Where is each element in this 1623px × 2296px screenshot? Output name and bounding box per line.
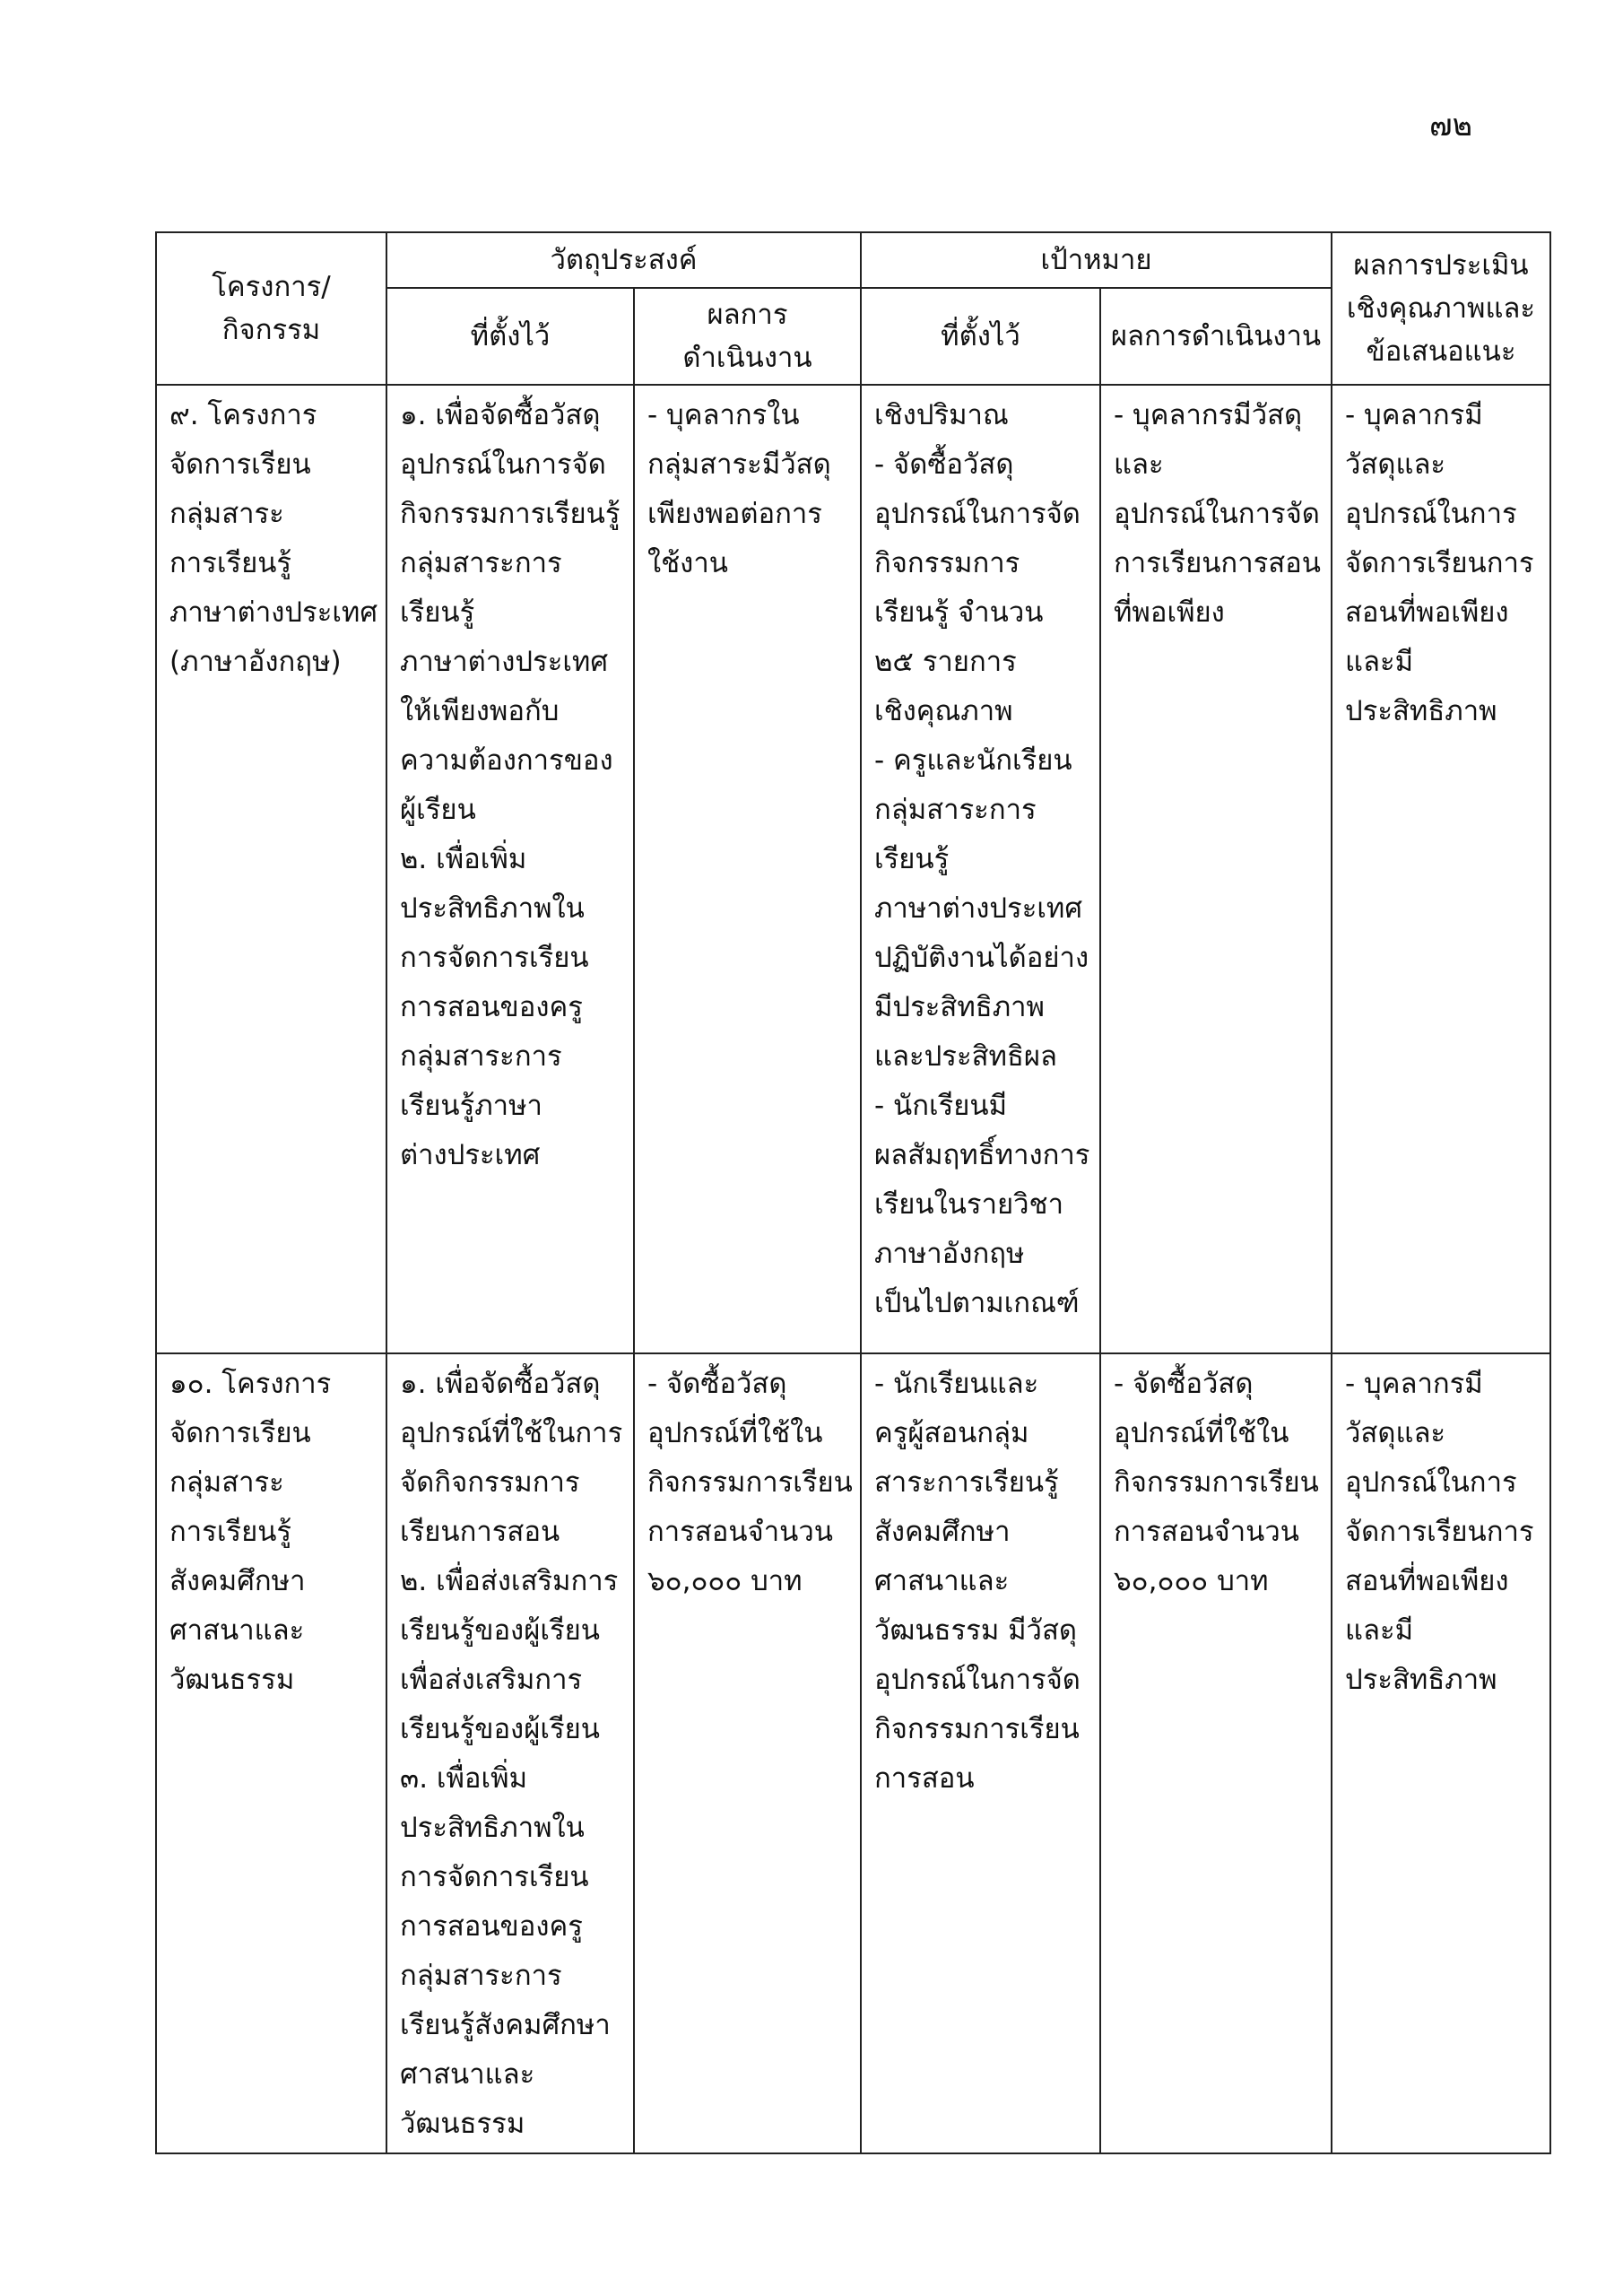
cell-text-line: เพื่อส่งเสริมการ (400, 1664, 583, 1696)
cell-text-line: ประสิทธิภาพใน (400, 892, 585, 925)
cell-text-line: ศาสนาและ (400, 2058, 535, 2091)
cell-text-line: กิจกรรมการเรียน (1114, 1466, 1319, 1499)
cell-text-line: เรียนรู้สังคมศึกษา (400, 2009, 611, 2041)
cell-text-line: จัดการเรียนการ (1345, 1516, 1534, 1548)
cell-text-line: สอนที่พอเพียง (1345, 596, 1509, 629)
cell-objectives-result (634, 1353, 861, 2153)
cell-text-line: อุปกรณ์ที่ใช้ใน (1114, 1417, 1289, 1449)
cell-text-line: อุปกรณ์ในการจัด (1114, 498, 1320, 530)
cell-text-line: อุปกรณ์ในการ (1345, 1466, 1517, 1499)
cell-text-line: เชิงปริมาณ (874, 399, 1009, 431)
cell-text-line: ๙. โครงการ (169, 399, 317, 431)
cell-text-line: การเรียนรู้ (169, 1516, 292, 1548)
cell-text-line: มีประสิทธิภาพ (874, 991, 1045, 1023)
cell-text-line: ให้เพียงพอกับ (400, 695, 560, 727)
cell-evaluation (1332, 385, 1550, 1353)
cell-text-line: ศาสนาและ (874, 1565, 1010, 1597)
cell-text-line: สังคมศึกษา (874, 1516, 1011, 1548)
cell-text-line: ประสิทธิภาพใน (400, 1812, 585, 1844)
cell-text-line: ๒. เพื่อเพิ่ม (400, 843, 527, 875)
cell-objectives-set (386, 1353, 634, 2153)
table-row (156, 1353, 1550, 2153)
cell-text-line: ๖๐,๐๐๐ บาท (647, 1565, 803, 1597)
cell-text-line: วัสดุและ (1345, 1417, 1446, 1449)
cell-text-line: อุปกรณ์ที่ใช้ใน (647, 1417, 823, 1449)
header-objectives: วัตถุประสงค์ (386, 232, 861, 288)
cell-text-line: กลุ่มสาระการ (400, 1040, 562, 1073)
cell-project (156, 385, 386, 1353)
cell-text-line: กลุ่มสาระมีวัสดุ (647, 448, 831, 481)
cell-text-line: การสอน (874, 1762, 975, 1795)
cell-text-line: กลุ่มสาระการ (400, 547, 562, 579)
cell-text-line: - จัดซื้อวัสดุ (647, 1368, 787, 1400)
cell-text-line: อุปกรณ์ในการจัด (874, 1664, 1081, 1696)
cell-text-line: สาระการเรียนรู้ (874, 1466, 1059, 1499)
cell-text-line: จัดการเรียน (169, 1417, 311, 1449)
cell-text-line: วัฒนธรรม (169, 1664, 295, 1696)
cell-text-line: การสอนจำนวน (1114, 1516, 1299, 1548)
cell-text-line: ที่พอเพียง (1114, 596, 1225, 629)
cell-targets-set (861, 1353, 1100, 2153)
cell-text-line: ประสิทธิภาพ (1345, 695, 1497, 727)
table-row (156, 385, 1550, 1353)
cell-text-line: - ครูและนักเรียน (874, 744, 1072, 777)
cell-text-line: ผลสัมฤทธิ์ทางการ (874, 1139, 1090, 1171)
cell-text-line: วัฒนธรรม มีวัสดุ (874, 1614, 1078, 1647)
cell-text-line: สังคมศึกษา (169, 1565, 306, 1597)
cell-text-line: อุปกรณ์ในการจัด (874, 498, 1081, 530)
cell-text-line: ๒. เพื่อส่งเสริมการ (400, 1565, 619, 1597)
header-objectives-set: ที่ตั้งไว้ (386, 288, 634, 385)
cell-text-line: การสอนจำนวน (647, 1516, 833, 1548)
cell-text-line: การจัดการเรียน (400, 942, 589, 974)
cell-text-line: - จัดซื้อวัสดุ (874, 448, 1014, 481)
cell-text-line: ความต้องการของ (400, 744, 613, 777)
cell-text-line: ๓. เพื่อเพิ่ม (400, 1762, 528, 1795)
cell-text-line: ภาษาอังกฤษ (874, 1238, 1025, 1270)
cell-text-line: ต่างประเทศ (400, 1139, 541, 1171)
cell-text-line: เรียนรู้ (874, 843, 950, 875)
cell-targets-result (1100, 1353, 1332, 2153)
cell-text-line: เรียนรู้ภาษา (400, 1090, 542, 1122)
cell-text-line: กลุ่มสาระการ (400, 1960, 562, 1992)
cell-text-line: กิจกรรมการเรียน (647, 1466, 853, 1499)
cell-text-line: ปฏิบัติงานได้อย่าง (874, 942, 1089, 974)
cell-text-line: เรียนรู้ของผู้เรียน (400, 1614, 600, 1647)
cell-text-line: สอนที่พอเพียง (1345, 1565, 1509, 1597)
cell-text-line: เรียนรู้ จำนวน (874, 596, 1044, 629)
cell-text-line: วัฒนธรรม (400, 2108, 525, 2140)
cell-text-line: อุปกรณ์ที่ใช้ในการ (400, 1417, 623, 1449)
cell-text-line: ครูผู้สอนกลุ่ม (874, 1417, 1029, 1449)
cell-text-line: - นักเรียนมี (874, 1090, 1008, 1122)
cell-text-line: ๖๐,๐๐๐ บาท (1114, 1565, 1269, 1597)
cell-text-line: และมี (1345, 1614, 1414, 1647)
cell-project (156, 1353, 386, 2153)
cell-text-line: (ภาษาอังกฤษ) (169, 646, 342, 678)
cell-targets-set (861, 385, 1100, 1353)
header-targets-result: ผลการดำเนินงาน (1100, 288, 1332, 385)
cell-text-line: ๑๐. โครงการ (169, 1368, 332, 1400)
cell-text-line: การสอนของครู (400, 991, 583, 1023)
cell-text-line: ภาษาต่างประเทศ (400, 646, 609, 678)
cell-text-line: ภาษาต่างประเทศ (169, 596, 378, 629)
cell-text-line: กลุ่มสาระ (169, 498, 284, 530)
cell-text-line: - บุคลากรมี (1345, 1368, 1483, 1400)
cell-text-line: การเรียนรู้ (169, 547, 292, 579)
cell-text-line: ผู้เรียน (400, 794, 476, 826)
cell-text-line: เรียนการสอน (400, 1516, 560, 1548)
cell-text-line: กลุ่มสาระการ (874, 794, 1037, 826)
cell-text-line: เรียนในรายวิชา (874, 1188, 1064, 1221)
header-evaluation: ผลการประเมิน เชิงคุณภาพและ ข้อเสนอแนะ (1332, 232, 1550, 385)
cell-objectives-set (386, 385, 634, 1353)
page-number: ๗๒ (1429, 108, 1472, 144)
cell-text-line: เชิงคุณภาพ (874, 695, 1013, 727)
header-row-top (156, 232, 1550, 288)
cell-text-line: กิจกรรมการเรียนรู้ (400, 498, 621, 530)
cell-text-line: เรียนรู้ (400, 596, 475, 629)
cell-text-line: ศาสนาและ (169, 1614, 305, 1647)
cell-text-line: จัดการเรียนการ (1345, 547, 1534, 579)
cell-text-line: - จัดซื้อวัสดุ (1114, 1368, 1254, 1400)
cell-text-line: - นักเรียนและ (874, 1368, 1039, 1400)
cell-text-line: วัสดุและ (1345, 448, 1446, 481)
cell-text-line: - บุคลากรมี (1345, 399, 1483, 431)
header-targets: เป้าหมาย (861, 232, 1332, 288)
cell-text-line: จัดกิจกรรมการ (400, 1466, 580, 1499)
cell-text-line: และมี (1345, 646, 1414, 678)
cell-text-line: การสอนของครู (400, 1910, 583, 1943)
project-evaluation-table (155, 231, 1551, 2154)
cell-text-line: จัดการเรียน (169, 448, 311, 481)
cell-targets-result (1100, 385, 1332, 1353)
cell-text-line: ใช้งาน (647, 547, 728, 579)
cell-text-line: และ (1114, 448, 1164, 481)
cell-text-line: ภาษาต่างประเทศ (874, 892, 1083, 925)
cell-text-line: การจัดการเรียน (400, 1861, 589, 1893)
header-project: โครงการ/ กิจกรรม (156, 232, 386, 385)
cell-text-line: ๑. เพื่อจัดซื้อวัสดุ (400, 1368, 601, 1400)
cell-text-line: - บุคลากรมีวัสดุ (1114, 399, 1303, 431)
cell-text-line: เรียนรู้ของผู้เรียน (400, 1713, 600, 1745)
cell-text-line: และประสิทธิผล (874, 1040, 1058, 1073)
cell-text-line: อุปกรณ์ในการ (1345, 498, 1517, 530)
cell-text-line: กิจกรรมการ (874, 547, 1020, 579)
cell-evaluation (1332, 1353, 1550, 2153)
cell-text-line: อุปกรณ์ในการจัด (400, 448, 606, 481)
cell-text-line: การเรียนการสอน (1114, 547, 1321, 579)
cell-text-line: ๒๕ รายการ (874, 646, 1017, 678)
cell-text-line: - บุคลากรใน (647, 399, 800, 431)
cell-text-line: ๑. เพื่อจัดซื้อวัสดุ (400, 399, 601, 431)
header-objectives-result: ผลการ ดำเนินงาน (634, 288, 861, 385)
cell-text-line: เป็นไปตามเกณฑ์ (874, 1287, 1080, 1319)
cell-text-line: เพียงพอต่อการ (647, 498, 822, 530)
cell-objectives-result (634, 385, 861, 1353)
header-targets-set: ที่ตั้งไว้ (861, 288, 1100, 385)
cell-text-line: กิจกรรมการเรียน (874, 1713, 1080, 1745)
cell-text-line: ประสิทธิภาพ (1345, 1664, 1497, 1696)
cell-text-line: กลุ่มสาระ (169, 1466, 284, 1499)
